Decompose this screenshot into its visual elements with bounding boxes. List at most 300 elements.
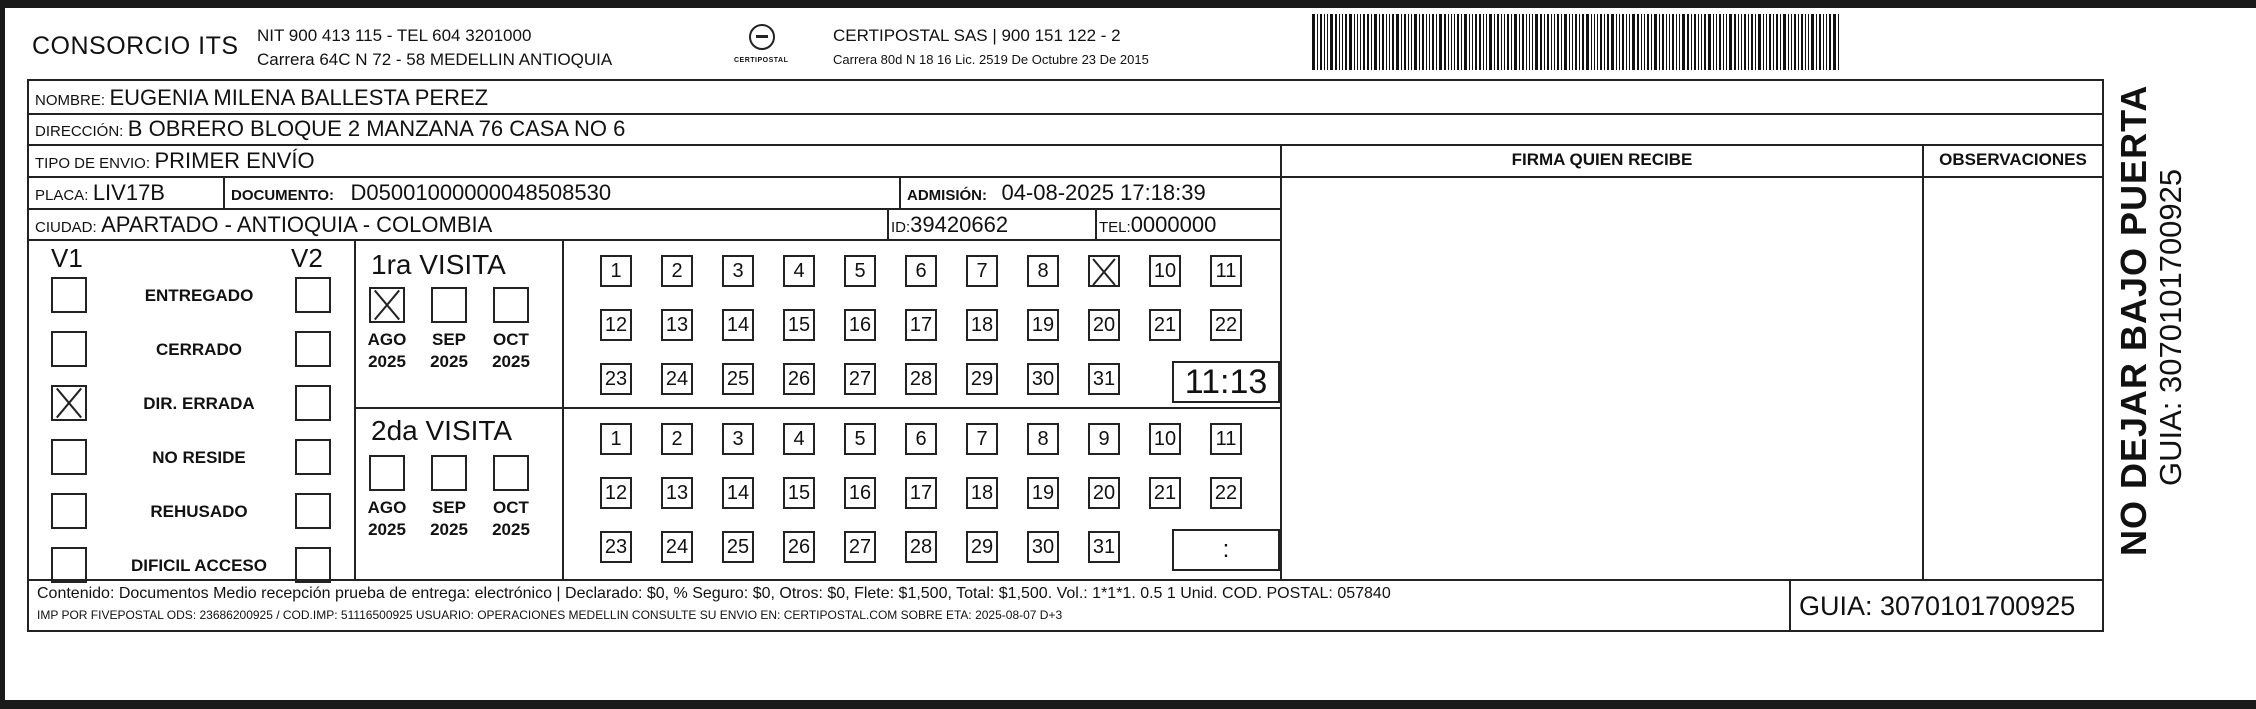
status-label: DIFICIL ACCESO bbox=[130, 556, 267, 575]
day-box[interactable]: 8 bbox=[1027, 423, 1059, 455]
day-box[interactable]: 23 bbox=[600, 531, 632, 563]
v2-checkbox[interactable] bbox=[295, 331, 331, 367]
day-box[interactable]: 14 bbox=[722, 477, 754, 509]
day-box[interactable]: 9 bbox=[1088, 423, 1120, 455]
month-checkbox[interactable] bbox=[493, 287, 529, 323]
day-box[interactable]: 29 bbox=[966, 363, 998, 395]
barcode-bar bbox=[1432, 14, 1434, 70]
v1-checkbox[interactable] bbox=[51, 277, 87, 313]
day-box[interactable]: 5 bbox=[844, 423, 876, 455]
barcode-bar bbox=[1426, 14, 1427, 70]
barcode-bar bbox=[1392, 14, 1394, 70]
day-box[interactable]: 16 bbox=[844, 477, 876, 509]
barcode-bar bbox=[1448, 14, 1449, 70]
signature-header: FIRMA QUIEN RECIBE bbox=[1511, 150, 1693, 169]
barcode-bar bbox=[1704, 14, 1706, 70]
barcode-bar bbox=[1371, 14, 1372, 70]
status-label: CERRADO bbox=[156, 340, 242, 359]
logo-caption: CERTIPOSTAL bbox=[734, 57, 789, 64]
day-box[interactable]: 1 bbox=[600, 423, 632, 455]
month-name: AGO bbox=[367, 330, 407, 349]
carrier-name: CERTIPOSTAL SAS | 900 151 122 - 2 bbox=[833, 26, 1121, 45]
barcode-bar bbox=[1676, 14, 1677, 70]
recipient-address: B OBRERO BLOQUE 2 MANZANA 76 CASA NO 6 bbox=[127, 116, 626, 141]
barcode-bar bbox=[1469, 14, 1470, 70]
shipment-type: PRIMER ENVÍO bbox=[154, 148, 315, 173]
barcode-bar bbox=[1540, 14, 1542, 70]
barcode-bar bbox=[1632, 14, 1635, 70]
barcode-bar bbox=[1701, 14, 1702, 70]
barcode-bar bbox=[1687, 14, 1689, 70]
day-box[interactable]: 19 bbox=[1027, 477, 1059, 509]
day-box[interactable]: 11 bbox=[1210, 423, 1242, 455]
day-box[interactable]: 18 bbox=[966, 309, 998, 341]
barcode-bar bbox=[1396, 14, 1399, 70]
barcode bbox=[1312, 14, 1952, 70]
barcode-bar bbox=[1532, 14, 1533, 70]
day-box[interactable]: 4 bbox=[783, 255, 815, 287]
barcode-bar bbox=[1755, 14, 1756, 70]
barcode-bar bbox=[1758, 14, 1761, 70]
document-value: D0500100000004850853​0 bbox=[350, 180, 612, 205]
barcode-bar bbox=[1659, 14, 1660, 70]
barcode-bar bbox=[1816, 14, 1817, 70]
barcode-bar bbox=[1607, 14, 1609, 70]
barcode-bar bbox=[1504, 14, 1505, 70]
barcode-bar bbox=[1597, 14, 1598, 70]
month-name: AGO bbox=[367, 498, 407, 517]
barcode-bar bbox=[1320, 14, 1322, 70]
barcode-bar bbox=[1582, 14, 1584, 70]
v2-checkbox[interactable] bbox=[295, 439, 331, 475]
month-label bbox=[481, 497, 541, 541]
barcode-bar bbox=[1776, 14, 1778, 70]
company-address: Carrera 64C N 72 - 58 MEDELLIN ANTIOQUIA bbox=[257, 50, 613, 69]
barcode-bar bbox=[1422, 14, 1424, 70]
barcode-bar bbox=[1324, 14, 1325, 70]
barcode-bar bbox=[1497, 14, 1499, 70]
barcode-bar bbox=[1544, 14, 1545, 70]
barcode-bar bbox=[1330, 14, 1333, 70]
barcode-bar bbox=[1454, 14, 1455, 70]
contents-line: Contenido: Documentos Medio recepción prueba de entrega: electrónico | Declarado: $0, % Seguro: $0, Otros: $0, Flete: $1,500, Total: $1,500. Vol.: 1*1*1. 0.5 1 Unid. COD. POSTAL: 057840 bbox=[37, 585, 1391, 602]
barcode-bar bbox=[1522, 14, 1524, 70]
barcode-bar bbox=[1404, 14, 1406, 70]
v2-checkbox[interactable] bbox=[295, 385, 331, 421]
barcode-bar bbox=[1729, 14, 1732, 70]
status-label: REHUSADO bbox=[150, 502, 248, 521]
day-box[interactable]: 21 bbox=[1149, 309, 1181, 341]
address-row bbox=[35, 116, 625, 142]
barcode-bar bbox=[1411, 14, 1412, 70]
barcode-bar bbox=[1647, 14, 1649, 70]
day-box[interactable]: 25 bbox=[722, 531, 754, 563]
day-box[interactable]: 22 bbox=[1210, 309, 1242, 341]
barcode-bar bbox=[1335, 14, 1337, 70]
plate-label: PLACA: bbox=[35, 187, 89, 204]
barcode-bar bbox=[1586, 14, 1589, 70]
day-box[interactable] bbox=[1088, 255, 1120, 287]
barcode-bar bbox=[1349, 14, 1352, 70]
month-year: 2025 bbox=[368, 352, 406, 371]
id-label: ID: bbox=[891, 219, 911, 236]
barcode-bar bbox=[1651, 14, 1652, 70]
barcode-bar bbox=[1805, 14, 1806, 70]
tel-label: TEL: bbox=[1099, 219, 1131, 236]
barcode-bar bbox=[1662, 14, 1664, 70]
month-label bbox=[481, 329, 541, 373]
barcode-bar bbox=[1629, 14, 1630, 70]
barcode-bar bbox=[1374, 14, 1377, 70]
visit1-title: 1ra VISITA bbox=[371, 249, 506, 280]
month-checkbox[interactable] bbox=[369, 287, 405, 323]
barcode-bar bbox=[1367, 14, 1369, 70]
barcode-bar bbox=[1327, 14, 1328, 70]
day-box[interactable]: 3 bbox=[722, 423, 754, 455]
day-box[interactable]: 6 bbox=[905, 423, 937, 455]
top-border bbox=[0, 0, 2256, 8]
barcode-bar bbox=[1594, 14, 1595, 70]
day-box[interactable]: 21 bbox=[1149, 477, 1181, 509]
day-box[interactable]: 6 bbox=[905, 255, 937, 287]
barcode-bar bbox=[1622, 14, 1624, 70]
barcode-bar bbox=[1339, 14, 1340, 70]
barcode-bar bbox=[1526, 14, 1527, 70]
day-box[interactable]: 10 bbox=[1149, 255, 1181, 287]
month-label bbox=[419, 329, 479, 373]
v1-checkbox[interactable] bbox=[51, 493, 87, 529]
barcode-bar bbox=[1363, 14, 1365, 70]
barcode-bar bbox=[1672, 14, 1674, 70]
day-box[interactable]: 12 bbox=[600, 309, 632, 341]
id-value: 39420662 bbox=[910, 212, 1009, 237]
barcode-bar bbox=[1773, 14, 1774, 70]
month-year: 2025 bbox=[430, 352, 468, 371]
type-row bbox=[35, 148, 315, 174]
day-box[interactable]: 20 bbox=[1088, 309, 1120, 341]
day-box[interactable]: 7 bbox=[966, 423, 998, 455]
barcode-bar bbox=[1611, 14, 1614, 70]
day-box[interactable]: 2 bbox=[661, 255, 693, 287]
admission-value: 04-08-2025 17:18:39 bbox=[1001, 180, 1206, 205]
barcode-bar bbox=[1472, 14, 1473, 70]
v1-checkbox[interactable] bbox=[51, 547, 87, 583]
type-label: TIPO DE ENVIO: bbox=[35, 155, 151, 172]
barcode-bar bbox=[1408, 14, 1409, 70]
city-row bbox=[35, 212, 492, 238]
barcode-bar bbox=[1354, 14, 1355, 70]
barcode-bar bbox=[1564, 14, 1567, 70]
barcode-bar bbox=[1801, 14, 1803, 70]
visit-time-box[interactable]: : bbox=[1172, 529, 1280, 571]
barcode-bar bbox=[1738, 14, 1739, 70]
v2-checkbox[interactable] bbox=[295, 493, 331, 529]
barcode-bar bbox=[1444, 14, 1446, 70]
barcode-bar bbox=[1748, 14, 1749, 70]
month-label bbox=[357, 329, 417, 373]
day-box[interactable]: 31 bbox=[1088, 363, 1120, 395]
day-box[interactable]: 13 bbox=[661, 309, 693, 341]
barcode-bar bbox=[1694, 14, 1696, 70]
status-label: DIR. ERRADA bbox=[143, 394, 255, 413]
day-box[interactable]: 20 bbox=[1088, 477, 1120, 509]
month-name: OCT bbox=[493, 498, 529, 517]
barcode-bar bbox=[1741, 14, 1742, 70]
company-name: CONSORCIO ITS bbox=[32, 32, 239, 60]
name-row bbox=[35, 85, 488, 111]
barcode-bar bbox=[1780, 14, 1781, 70]
month-year: 2025 bbox=[492, 520, 530, 539]
barcode-bar bbox=[1514, 14, 1517, 70]
barcode-bar bbox=[1451, 14, 1452, 70]
v1-checkbox[interactable] bbox=[51, 385, 87, 421]
day-box[interactable]: 2 bbox=[661, 423, 693, 455]
barcode-bar bbox=[1682, 14, 1685, 70]
day-box[interactable]: 15 bbox=[783, 309, 815, 341]
day-box[interactable]: 13 bbox=[661, 477, 693, 509]
tel-row bbox=[1099, 212, 1216, 238]
visit-time-box[interactable]: 11:13 bbox=[1172, 361, 1280, 403]
barcode-bar bbox=[1569, 14, 1570, 70]
barcode-bar bbox=[1501, 14, 1502, 70]
left-border bbox=[0, 0, 5, 709]
month-name: OCT bbox=[493, 330, 529, 349]
day-box[interactable]: 26 bbox=[783, 363, 815, 395]
barcode-bar bbox=[1345, 14, 1347, 70]
barcode-bar bbox=[1726, 14, 1727, 70]
barcode-bar bbox=[1357, 14, 1358, 70]
barcode-bar bbox=[1312, 14, 1315, 70]
day-box[interactable]: 27 bbox=[844, 363, 876, 395]
month-year: 2025 bbox=[430, 520, 468, 539]
delivery-form bbox=[27, 79, 2104, 632]
barcode-bar bbox=[1600, 14, 1602, 70]
barcode-bar bbox=[1637, 14, 1639, 70]
barcode-bar bbox=[1734, 14, 1736, 70]
barcode-bar bbox=[1547, 14, 1549, 70]
barcode-bar bbox=[1826, 14, 1827, 70]
v1-checkbox[interactable] bbox=[51, 439, 87, 475]
month-label bbox=[419, 497, 479, 541]
month-year: 2025 bbox=[492, 352, 530, 371]
day-box[interactable]: 1 bbox=[600, 255, 632, 287]
day-box[interactable]: 8 bbox=[1027, 255, 1059, 287]
day-box[interactable]: 17 bbox=[905, 477, 937, 509]
day-box[interactable]: 29 bbox=[966, 531, 998, 563]
barcode-bar bbox=[1698, 14, 1699, 70]
barcode-bar bbox=[1511, 14, 1512, 70]
barcode-bar bbox=[1439, 14, 1442, 70]
barcode-bar bbox=[1479, 14, 1481, 70]
barcode-bar bbox=[1798, 14, 1799, 70]
barcode-bar bbox=[1769, 14, 1771, 70]
barcode-bar bbox=[1666, 14, 1667, 70]
day-box[interactable]: 23 bbox=[600, 363, 632, 395]
barcode-bar bbox=[1436, 14, 1437, 70]
barcode-bar bbox=[1791, 14, 1792, 70]
barcode-bar bbox=[1486, 14, 1487, 70]
month-checkbox[interactable] bbox=[493, 455, 529, 491]
barcode-bar bbox=[1829, 14, 1831, 70]
barcode-bar bbox=[1679, 14, 1680, 70]
plate-row bbox=[35, 180, 165, 206]
v2-header: V2 bbox=[291, 243, 323, 273]
day-box[interactable]: 24 bbox=[661, 531, 693, 563]
month-checkbox[interactable] bbox=[369, 455, 405, 491]
document-row bbox=[231, 180, 611, 206]
id-row bbox=[891, 212, 1008, 238]
visit2-title: 2da VISITA bbox=[371, 415, 513, 446]
barcode-bar bbox=[1535, 14, 1538, 70]
barcode-bar bbox=[1475, 14, 1477, 70]
barcode-bar bbox=[1619, 14, 1620, 70]
barcode-bar bbox=[1557, 14, 1559, 70]
barcode-bar bbox=[1382, 14, 1384, 70]
barcode-bar bbox=[1811, 14, 1814, 70]
barcode-bar bbox=[1572, 14, 1573, 70]
day-box[interactable]: 22 bbox=[1210, 477, 1242, 509]
observations-header: OBSERVACIONES bbox=[1939, 150, 2087, 169]
day-box[interactable]: 30 bbox=[1027, 531, 1059, 563]
barcode-bar bbox=[1419, 14, 1420, 70]
day-box[interactable]: 28 bbox=[905, 363, 937, 395]
barcode-bar bbox=[1723, 14, 1724, 70]
day-box[interactable]: 28 bbox=[905, 531, 937, 563]
bottom-border bbox=[0, 700, 2256, 709]
barcode-bar bbox=[1414, 14, 1417, 70]
status-label: ENTREGADO bbox=[144, 286, 254, 305]
city-value: APARTADO - ANTIOQUIA - COLOMBIA bbox=[101, 212, 493, 237]
barcode-bar bbox=[1713, 14, 1714, 70]
barcode-bar bbox=[1464, 14, 1467, 70]
v1-checkbox[interactable] bbox=[51, 331, 87, 367]
day-box[interactable]: 15 bbox=[783, 477, 815, 509]
print-info-line: IMP POR FIVEPOSTAL ODS: 23686200925 / COD.IMP: 51116500925 USUARIO: OPERACIONES MEDELLIN CONSULTE SU ENVIO EN: CERTIPOSTAL.COM SOBRE ETA: 2025-08-07 D+3 bbox=[37, 608, 1063, 622]
company-nit: NIT 900 413 115 - TEL 604 3201000 bbox=[257, 26, 532, 45]
v1-header: V1 bbox=[51, 243, 83, 273]
certipostal-logo-icon bbox=[749, 24, 775, 50]
day-box[interactable]: 18 bbox=[966, 477, 998, 509]
barcode-bar bbox=[1691, 14, 1692, 70]
barcode-bar bbox=[1561, 14, 1562, 70]
barcode-bar bbox=[1794, 14, 1796, 70]
recipient-name: EUGENIA MILENA BALLESTA PEREZ bbox=[109, 85, 489, 110]
barcode-bar bbox=[1819, 14, 1821, 70]
day-box[interactable]: 16 bbox=[844, 309, 876, 341]
tel-value: 0000000 bbox=[1130, 212, 1217, 237]
barcode-bar bbox=[1554, 14, 1555, 70]
day-box[interactable]: 24 bbox=[661, 363, 693, 395]
v2-checkbox[interactable] bbox=[295, 277, 331, 313]
day-box[interactable]: 31 bbox=[1088, 531, 1120, 563]
month-checkbox[interactable] bbox=[431, 455, 467, 491]
day-box[interactable]: 10 bbox=[1149, 423, 1181, 455]
guide-number-box: GUIA: 3070101700925 bbox=[1799, 591, 2076, 621]
month-year: 2025 bbox=[368, 520, 406, 539]
side-guide-number: GUIA: 3070101700925 bbox=[2153, 168, 2188, 486]
barcode-bar bbox=[1591, 14, 1592, 70]
day-box[interactable]: 19 bbox=[1027, 309, 1059, 341]
barcode-bar bbox=[1386, 14, 1387, 70]
barcode-bar bbox=[1838, 14, 1839, 70]
admission-label: ADMISIÓN: bbox=[907, 187, 987, 204]
day-box[interactable]: 17 bbox=[905, 309, 937, 341]
document-label: DOCUMENTO: bbox=[231, 187, 335, 204]
admission-row bbox=[907, 180, 1206, 206]
day-box[interactable]: 7 bbox=[966, 255, 998, 287]
barcode-bar bbox=[1808, 14, 1809, 70]
barcode-bar bbox=[1766, 14, 1767, 70]
barcode-bar bbox=[1507, 14, 1509, 70]
day-box[interactable]: 5 bbox=[844, 255, 876, 287]
barcode-bar bbox=[1461, 14, 1462, 70]
barcode-bar bbox=[1669, 14, 1670, 70]
day-box[interactable]: 4 bbox=[783, 423, 815, 455]
barcode-bar bbox=[1529, 14, 1530, 70]
day-box[interactable]: 25 bbox=[722, 363, 754, 395]
no-slip-under-door-notice: NO DEJAR BAJO PUERTA bbox=[2113, 84, 2154, 556]
barcode-bar bbox=[1654, 14, 1657, 70]
barcode-bar bbox=[1716, 14, 1717, 70]
barcode-bar bbox=[1744, 14, 1746, 70]
day-box[interactable]: 12 bbox=[600, 477, 632, 509]
barcode-bar bbox=[1783, 14, 1786, 70]
barcode-bar bbox=[1579, 14, 1580, 70]
barcode-bar bbox=[1494, 14, 1495, 70]
month-label bbox=[357, 497, 417, 541]
barcode-bar bbox=[1457, 14, 1459, 70]
barcode-bar bbox=[1823, 14, 1824, 70]
barcode-bar bbox=[1360, 14, 1361, 70]
barcode-bar bbox=[1575, 14, 1577, 70]
v2-checkbox[interactable] bbox=[295, 547, 331, 583]
plate-value: LIV17B bbox=[92, 180, 165, 205]
barcode-bar bbox=[1788, 14, 1789, 70]
day-box[interactable]: 11 bbox=[1210, 255, 1242, 287]
month-checkbox[interactable] bbox=[431, 287, 467, 323]
barcode-bar bbox=[1317, 14, 1318, 70]
address-label: DIRECCIÓN: bbox=[35, 123, 124, 140]
barcode-bar bbox=[1401, 14, 1402, 70]
barcode-bar bbox=[1379, 14, 1380, 70]
barcode-bar bbox=[1616, 14, 1617, 70]
barcode-bar bbox=[1708, 14, 1711, 70]
day-box[interactable]: 30 bbox=[1027, 363, 1059, 395]
city-label: CIUDAD: bbox=[35, 219, 97, 236]
day-box[interactable]: 26 bbox=[783, 531, 815, 563]
day-box[interactable]: 27 bbox=[844, 531, 876, 563]
barcode-bar bbox=[1429, 14, 1430, 70]
barcode-bar bbox=[1641, 14, 1642, 70]
barcode-bar bbox=[1833, 14, 1836, 70]
day-box[interactable]: 3 bbox=[722, 255, 754, 287]
barcode-bar bbox=[1489, 14, 1492, 70]
status-label: NO RESIDE bbox=[152, 448, 246, 467]
month-name: SEP bbox=[431, 330, 467, 349]
barcode-bar bbox=[1551, 14, 1552, 70]
barcode-bar bbox=[1519, 14, 1520, 70]
name-label: NOMBRE: bbox=[35, 92, 106, 109]
day-box[interactable]: 14 bbox=[722, 309, 754, 341]
barcode-bar bbox=[1751, 14, 1753, 70]
barcode-bar bbox=[1483, 14, 1484, 70]
barcode-bar bbox=[1604, 14, 1605, 70]
carrier-address: Carrera 80d N 18 16 Lic. 2519 De Octubre 23 De 2015 bbox=[833, 52, 1149, 67]
barcode-bar bbox=[1342, 14, 1343, 70]
barcode-bar bbox=[1719, 14, 1721, 70]
barcode-bar bbox=[1389, 14, 1390, 70]
barcode-bar bbox=[1763, 14, 1764, 70]
